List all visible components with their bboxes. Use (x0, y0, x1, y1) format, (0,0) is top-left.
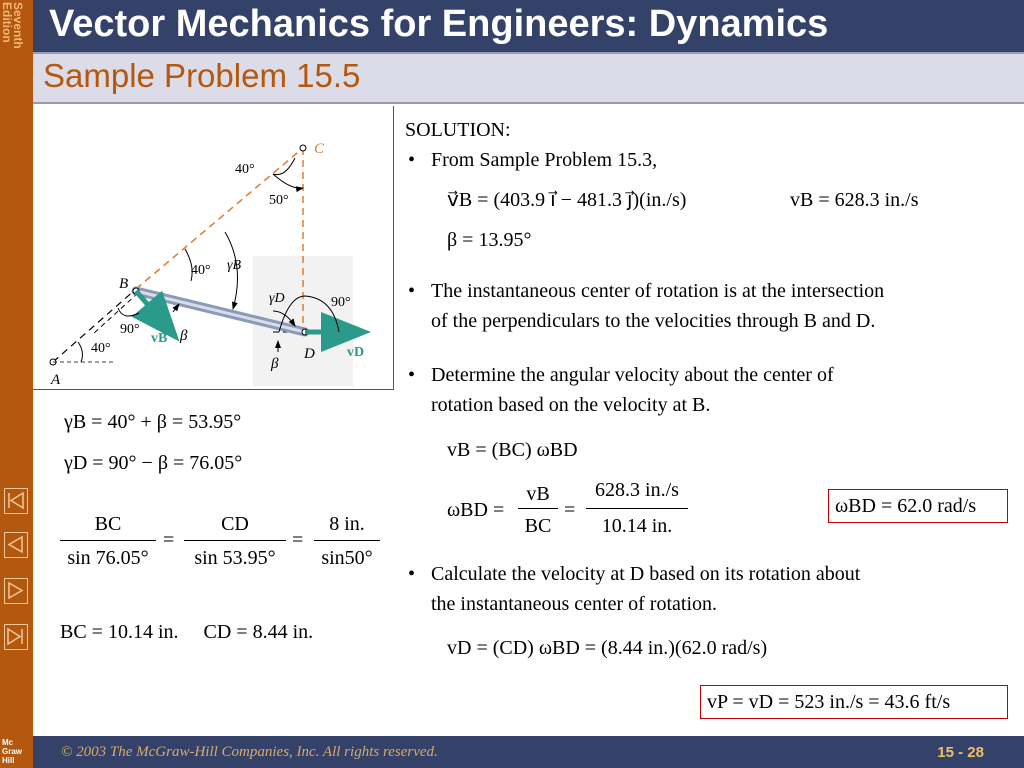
subheader-bar (33, 52, 1024, 104)
frac2-den: sin 53.95° (194, 547, 276, 569)
label-vB: vB (151, 331, 168, 346)
footer-bar (33, 736, 1024, 768)
divider-horizontal (33, 389, 394, 390)
label-beta-left: β (180, 328, 188, 344)
eq-beta: β = 13.95° (447, 229, 532, 251)
frac3-den: sin50° (321, 547, 373, 569)
label-angle-40-top: 40° (235, 162, 255, 177)
eq-vD: vD = (CD) ωBD = (8.44 in.)(62.0 rad/s) (447, 637, 768, 659)
bullet-1: • (408, 149, 416, 171)
frac-values-den: 10.14 in. (601, 515, 673, 537)
previous-page-icon (5, 533, 26, 556)
answer-vP-box (700, 685, 1008, 719)
eq-sign-2: = (292, 529, 304, 551)
frac2-num: CD (221, 513, 249, 535)
answer-vP: vP = vD = 523 in./s = 43.6 ft/s (707, 691, 951, 713)
edition-line2: Edition (0, 2, 14, 43)
arc-40-top (273, 158, 295, 175)
previous-page-button[interactable] (4, 532, 28, 558)
answer-omega: ωBD = 62.0 rad/s (835, 495, 977, 517)
label-angle-40-bottom: 40° (91, 341, 111, 356)
eq-gammaD: γD = 90° − β = 76.05° (64, 452, 243, 474)
next-page-button[interactable] (4, 578, 28, 604)
bullet-2: • (408, 280, 416, 302)
bullet-2-line2: of the perpendiculars to the velocities through B and D. (431, 310, 876, 332)
label-angle-40-mid: 40° (191, 263, 211, 278)
copyright-text: © 2003 The McGraw-Hill Companies, Inc. All rights reserved. (61, 744, 438, 760)
frac-vB-den: BC (524, 515, 552, 537)
label-beta-right: β (271, 356, 279, 372)
label-gammaB: γB (227, 258, 242, 273)
course-title: Vector Mechanics for Engineers: Dynamics (49, 3, 829, 45)
edition-label (0, 0, 33, 75)
label-angle-90-left: 90° (120, 322, 140, 337)
eq-vB-BC: vB = (BC) ωBD (447, 439, 578, 461)
first-page-icon (5, 489, 26, 512)
label-D: D (304, 346, 315, 362)
logo-line1: Mc (2, 738, 14, 747)
label-gammaD: γD (269, 291, 285, 306)
eq-lengths: BC = 10.14 in. CD = 8.44 in. (60, 621, 314, 643)
eq-sign-1: = (163, 529, 175, 551)
frac3-bar (314, 540, 380, 541)
frac2-bar (184, 540, 286, 541)
bullet-3-line1: Determine the angular velocity about the center of (431, 364, 834, 386)
label-vD: vD (347, 345, 365, 360)
frac-values-bar (586, 508, 688, 509)
eq-gammaB: γB = 40° + β = 53.95° (64, 411, 242, 433)
sidebar (0, 0, 33, 736)
logo-line3: Hill (2, 756, 15, 765)
first-page-button[interactable] (4, 488, 28, 514)
mcgraw-hill-logo (0, 736, 33, 768)
divider-vertical (393, 106, 394, 390)
label-C: C (314, 141, 325, 157)
bullet-4-line2: the instantaneous center of rotation. (431, 593, 718, 615)
bullet-2-line1: The instantaneous center of rotation is at the intersection (431, 280, 885, 302)
bullet-1-text: From Sample Problem 15.3, (431, 149, 658, 171)
frac1-bar (60, 540, 156, 541)
logo-line2: Graw (2, 747, 23, 756)
bullet-4: • (408, 563, 416, 585)
frac-vB-num: vB (526, 483, 550, 505)
label-angle-50: 50° (269, 193, 289, 208)
label-B: B (119, 276, 129, 292)
bullet-4-line1: Calculate the velocity at D based on its rotation about (431, 563, 861, 585)
eq-vB-vector: v⃗B = (403.9 i⃗ − 481.3 j⃗)(in./s) (447, 189, 687, 211)
frac-values-num: 628.3 in./s (595, 479, 679, 501)
edition-line1: Seventh (11, 2, 25, 49)
frac3-num: 8 in. (329, 513, 365, 535)
point-C (300, 145, 306, 151)
frac1-den: sin 76.05° (67, 547, 149, 569)
eq-vB-magnitude: vB = 628.3 in./s (790, 189, 919, 211)
mechanism-diagram (33, 106, 393, 389)
arc-90-left (118, 308, 139, 316)
bullet-3: • (408, 364, 416, 386)
next-page-icon (5, 579, 26, 602)
frac-vB-bar (518, 508, 558, 509)
bullet-3-line2: rotation based on the velocity at B. (431, 394, 711, 416)
answer-omega-box (828, 489, 1008, 523)
header-bar (33, 0, 1024, 52)
arc-50 (273, 174, 303, 188)
eq-sign-3: = (564, 499, 576, 521)
arc-40-bottom (78, 342, 82, 362)
page-number: 15 - 28 (937, 744, 984, 761)
eq-omega-lhs: ωBD = (447, 499, 505, 521)
solution-heading: SOLUTION: (405, 119, 511, 141)
label-angle-90-right: 90° (331, 295, 351, 310)
last-page-icon (5, 625, 26, 648)
last-page-button[interactable] (4, 624, 28, 650)
slide-title: Sample Problem 15.5 (43, 57, 361, 94)
label-A: A (51, 372, 61, 388)
frac1-num: BC (94, 513, 122, 535)
